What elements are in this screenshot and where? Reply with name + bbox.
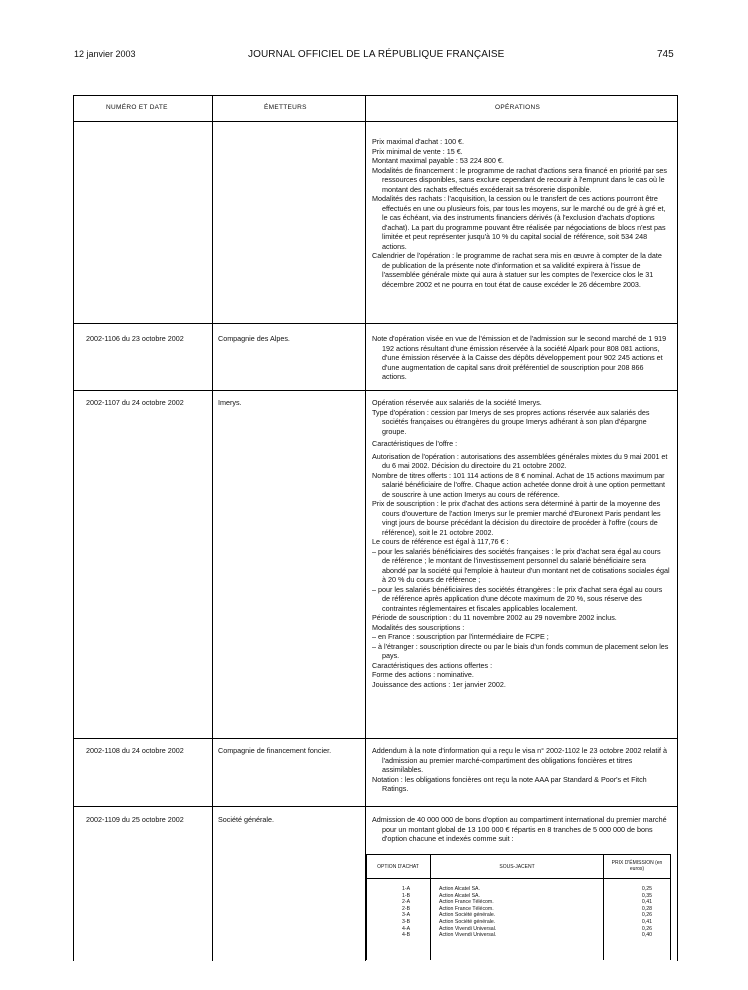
operations-cell [372, 137, 670, 289]
subtable-border [366, 854, 367, 960]
issue-price: 0,25 [641, 886, 652, 892]
operations-cell [372, 334, 670, 382]
subtable-header-sous-jacent: SOUS-JACENT [499, 864, 535, 870]
row-number-date: 2002-1109 du 25 octobre 2002 [86, 815, 184, 824]
operation-paragraph: – pour les salariés bénéficiaires des sociétés étrangères : le prix d'achat sera égal au cours de référence après application d'une décote maximum de 20 %, sous réserve des contraintes réglementaires et fiscales applicables localement. [372, 584, 663, 613]
operation-paragraph: Le cours de référence est égal à 117,76 € : [372, 537, 509, 546]
subtable-header-option: OPTION D'ACHAT [377, 864, 419, 870]
operation-paragraph: Caractéristiques de l'offre : [372, 439, 458, 448]
operation-paragraph: Période de souscription : du 11 novembre 2002 au 29 novembre 2002 inclus. [372, 613, 617, 622]
operation-paragraph: Type d'opération : cession par Imerys de ses propres actions réservée aux salariés des sociétés françaises ou étrangères du groupe Imerys adhérant à son plan d'épargne groupe. [372, 407, 650, 436]
subtable-column-sous-jacent [439, 886, 589, 939]
issue-price: 0,41 [641, 918, 652, 925]
subtable-border [670, 854, 671, 960]
subtable-column-divider [430, 854, 431, 960]
subtable-column-prix [628, 886, 652, 939]
row-divider [73, 806, 678, 807]
operations-cell [372, 746, 670, 794]
option-code: 3-B [401, 918, 411, 925]
option-code: 4-B [401, 932, 411, 939]
operation-paragraph: Calendrier de l'opération : le programme de rachat sera mis en œuvre à compter de la date de publication de la présente note d'information et sa validité expirera à l'issue de l'assemblée générale mixte qui aura à statuer sur les comptes de l'exercice clos le 31 décembre 2002 et ne pourra en tout état de cause excéder le 26 décembre 2003. [372, 251, 662, 289]
row-number-date: 2002-1106 du 23 octobre 2002 [86, 334, 184, 343]
options-subtable [366, 854, 671, 960]
header-divider [73, 121, 678, 122]
column-divider [212, 95, 213, 961]
option-code: 3-A [401, 912, 411, 919]
operation-paragraph: Modalités des rachats : l'acquisition, la cession ou le transfert de ces actions pourront être effectués en une ou plusieurs fois, par tous les moyens, sur le marché ou de gré à gré et, le cas échéant, via des instruments financiers dérivés (à l'exclusion d'achats d'options d'achat). La part du programme pouvant être réalisée par négociations de blocs n'est pas limitée et peut représenter jusqu'à 10 % du capital social de référence, soit 534 248 actions. [372, 194, 666, 251]
operation-paragraph: Opération réservée aux salariés de la société Imerys. [372, 398, 542, 407]
operation-paragraph: Montant maximal payable : 53 224 800 €. [372, 156, 504, 165]
operation-paragraph: Notation : les obligations foncières ont reçu la note AAA par Standard & Poor's et Fitch Ratings. [372, 774, 647, 793]
operation-paragraph: Admission de 40 000 000 de bons d'option au compartiment international du premier marché pour un montant global de 13 100 000 € répartis en 8 tranches de 5 000 000 de bons d'option chacune et indexés comme suit : [372, 815, 667, 843]
column-header-numero: NUMÉRO ET DATE [106, 104, 168, 111]
row-divider [73, 323, 678, 324]
underlying-asset: Action Alcatel SA. [439, 886, 480, 892]
operation-paragraph: – pour les salariés bénéficiaires des sociétés françaises : le prix d'achat sera égal au cours de référence ; le montant de l'investissement personnel du salarié bénéficiaire sera abondé par la société qui l'emploie à hauteur d'un montant net de cotisations sociales égal à 20 % du cours de référence ; [372, 546, 670, 584]
issue-price: 0,35 [641, 892, 652, 899]
column-divider [365, 95, 366, 961]
operation-paragraph: – en France : souscription par l'intermédiaire de FCPE ; [372, 632, 549, 641]
operation-paragraph: Prix maximal d'achat : 100 €. [372, 137, 465, 146]
operation-paragraph: Caractéristiques des actions offertes : [372, 660, 493, 670]
header-date: 12 janvier 2003 [74, 49, 136, 59]
subtable-header-prix: PRIX D'ÉMISSION (en euros) [611, 860, 663, 872]
operations-cell [372, 398, 670, 689]
column-header-emetteurs: ÉMETTEURS [264, 104, 307, 111]
operation-paragraph: Nombre de titres offerts : 101 114 actions de 8 € nominal. Achat de 15 actions maximum par salarié bénéficiaire de l'offre. Chaque action achetée donne droit à une option permettant de souscrire à une action Imerys au cours de référence. [372, 470, 665, 499]
underlying-asset: Action France Télécom. [439, 899, 494, 906]
issue-price: 0,41 [641, 899, 652, 906]
option-code: 2-B [401, 905, 411, 912]
issue-price: 0,26 [641, 925, 652, 932]
issue-price: 0,26 [641, 912, 652, 919]
subtable-border [366, 854, 671, 855]
operation-paragraph: Addendum à la note d'information qui a reçu le visa n° 2002-1102 le 23 octobre 2002 relatif à l'admission au premier marché-compartiment des obligations foncières et titres assimilables. [372, 746, 667, 774]
row-divider [73, 390, 678, 391]
subtable-column-divider [603, 854, 604, 960]
row-emetteur: Compagnie des Alpes. [218, 334, 290, 343]
operation-paragraph: – à l'étranger : souscription directe ou par le biais d'un fonds commun de placement selon les pays. [372, 641, 669, 660]
row-emetteur: Société générale. [218, 815, 274, 824]
row-number-date: 2002-1108 du 24 octobre 2002 [86, 746, 184, 755]
option-code: 4-A [401, 925, 411, 932]
row-emetteur: Compagnie de financement foncier. [218, 746, 332, 755]
operation-paragraph: Forme des actions : nominative. [372, 670, 474, 679]
underlying-asset: Action Vivendi Universal. [439, 932, 497, 939]
column-header-operations: OPÉRATIONS [495, 104, 541, 111]
operation-paragraph: Jouissance des actions : 1er janvier 2002. [372, 679, 506, 689]
page-number: 745 [657, 49, 674, 60]
operation-paragraph: Prix de souscription : le prix d'achat des actions sera déterminé à partir de la moyenne des cours d'ouverture de l'action Imerys sur le premier marché d'Euronext Paris pendant les vingt jours de bourse précédant la décision du directoire de procéder à l'offre (cours de référence), soit le 21 octobre 2002. [372, 499, 661, 537]
row-divider [73, 738, 678, 739]
journal-title: JOURNAL OFFICIEL DE LA RÉPUBLIQUE FRANÇAISE [248, 49, 505, 60]
underlying-asset: Action Société générale. [439, 912, 496, 919]
operations-cell [372, 815, 670, 844]
underlying-asset: Action Vivendi Universal. [439, 925, 497, 932]
issue-price: 0,28 [641, 905, 652, 912]
underlying-asset: Action Société générale. [439, 918, 496, 925]
option-code: 2-A [401, 899, 411, 906]
row-emetteur: Imerys. [218, 398, 242, 407]
operation-paragraph: Modalités de financement : le programme de rachat d'actions sera financé en priorité par ses ressources disponibles, sans exclure cependant de recourir à l'emprunt dans le cas où le montant des rachats effectués excéderait sa trésorerie disponible. [372, 165, 668, 194]
option-code: 1-A [401, 886, 411, 892]
subtable-header-divider [366, 878, 671, 879]
subtable-column-option [394, 886, 418, 939]
operation-paragraph: Note d'opération visée en vue de l'émission et de l'admission sur le second marché de 1 919 192 actions résultant d'une émission réservée à la société Alpark pour 808 081 actions, d'une émission réservée à la Caisse des dépôts développement pour 902 245 actions et d'une augmentation de capital sans droit préférentiel de souscription pour 208 866 actions. [372, 334, 667, 381]
operation-paragraph: Autorisation de l'opération : autorisations des assemblées générales mixtes du 9 mai 2001 et du 6 mai 2002. Décision du directoire du 21 octobre 2002. [372, 451, 668, 470]
operation-paragraph: Modalités des souscriptions : [372, 622, 465, 632]
underlying-asset: Action Alcatel SA. [439, 892, 480, 899]
row-number-date: 2002-1107 du 24 octobre 2002 [86, 398, 184, 407]
operation-paragraph: Prix minimal de vente : 15 €. [372, 146, 463, 156]
option-code: 1-B [401, 892, 411, 899]
underlying-asset: Action France Télécom. [439, 905, 494, 912]
issue-price: 0,40 [641, 932, 652, 939]
